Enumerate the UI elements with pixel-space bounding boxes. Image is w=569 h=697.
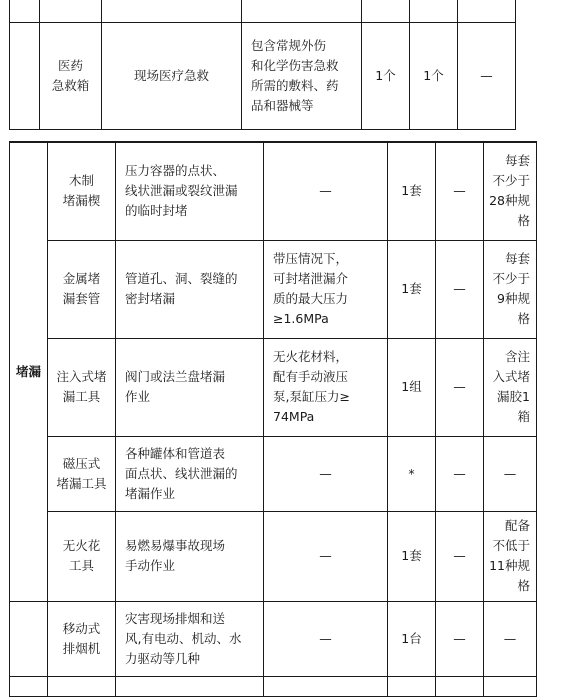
note-cell: — [484,601,537,676]
function-cell: 管道孔、洞、裂缝的 密封堵漏 [116,240,264,338]
note-cell: 每套 不少于 28种规 格 [484,142,537,240]
spec-cell: — [264,601,388,676]
qty-b-cell: — [436,142,484,240]
qty-b-cell [436,676,484,696]
qty-a-cell: 1套 [388,142,436,240]
note-cell: 含注 入式堵 漏胶1 箱 [484,338,537,436]
name-cell: 注入式堵 漏工具 [48,338,116,436]
spec-cell: 带压情况下， 可封堵泄漏介 质的最大压力 ≥1.6MPa [264,240,388,338]
note-cell: 每套 不少于 9种规 格 [484,240,537,338]
name-cell: 木制 堵漏楔 [48,142,116,240]
qty-b-cell: — [436,338,484,436]
note-cell: 配备 不低于 11种规 格 [484,511,537,601]
category-cell [10,0,40,23]
table-row [10,601,537,676]
qty-a-cell: 1个 [362,23,410,130]
name-cell: 金属堵 漏套管 [48,240,116,338]
qty-a-cell [362,0,410,23]
qty-b-cell: — [436,436,484,511]
function-cell: 现场医疗急救 [102,23,242,130]
qty-a-cell: 1组 [388,338,436,436]
spec-cell: 无火花材料， 配有手动液压 泵,泵缸压力≥ 74MPa [264,338,388,436]
note-cell [458,0,516,23]
qty-a-cell: 1套 [388,240,436,338]
name-cell: 医药 急救箱 [40,23,102,130]
name-cell [48,676,116,696]
name-cell [40,0,102,23]
table-row [10,511,537,601]
qty-a-cell: 1台 [388,601,436,676]
table-row [10,436,537,511]
equipment-table-top [9,0,516,130]
function-cell [102,0,242,23]
name-cell: 磁压式 堵漏工具 [48,436,116,511]
function-cell: 压力容器的点状、 线状泄漏或裂纹泄漏 的临时封堵 [116,142,264,240]
table-row [10,23,516,130]
qty-a-cell: 1套 [388,511,436,601]
spec-cell: — [264,436,388,511]
category-cell [10,676,48,696]
spec-cell [264,676,388,696]
qty-a-cell [388,676,436,696]
function-cell [116,676,264,696]
table-row [10,142,537,240]
category-cell [10,601,48,676]
category-cell [10,23,40,130]
qty-b-cell: — [436,240,484,338]
table-row [10,676,537,696]
name-cell: 无火花 工具 [48,511,116,601]
category-plugging-cell: 堵漏 [10,142,48,601]
spec-cell: — [264,142,388,240]
table-row [10,338,537,436]
spec-cell: — [264,511,388,601]
qty-b-cell: — [436,511,484,601]
function-cell: 各种罐体和管道表 面点状、线状泄漏的 堵漏作业 [116,436,264,511]
qty-b-cell: — [436,601,484,676]
function-cell: 灾害现场排烟和送 风,有电动、机动、水 力驱动等几种 [116,601,264,676]
name-cell: 移动式 排烟机 [48,601,116,676]
table-row [10,0,516,23]
qty-b-cell: 1个 [410,23,458,130]
equipment-table-plugging [9,141,537,697]
spec-cell: 包含常规外伤 和化学伤害急救 所需的敷料、药 品和器械等 [242,23,362,130]
function-cell: 阀门或法兰盘堵漏 作业 [116,338,264,436]
qty-b-cell [410,0,458,23]
note-cell [484,676,537,696]
function-cell: 易燃易爆事故现场 手动作业 [116,511,264,601]
note-cell: — [484,436,537,511]
note-cell: — [458,23,516,130]
qty-a-cell: * [388,436,436,511]
table-row [10,240,537,338]
spec-cell [242,0,362,23]
